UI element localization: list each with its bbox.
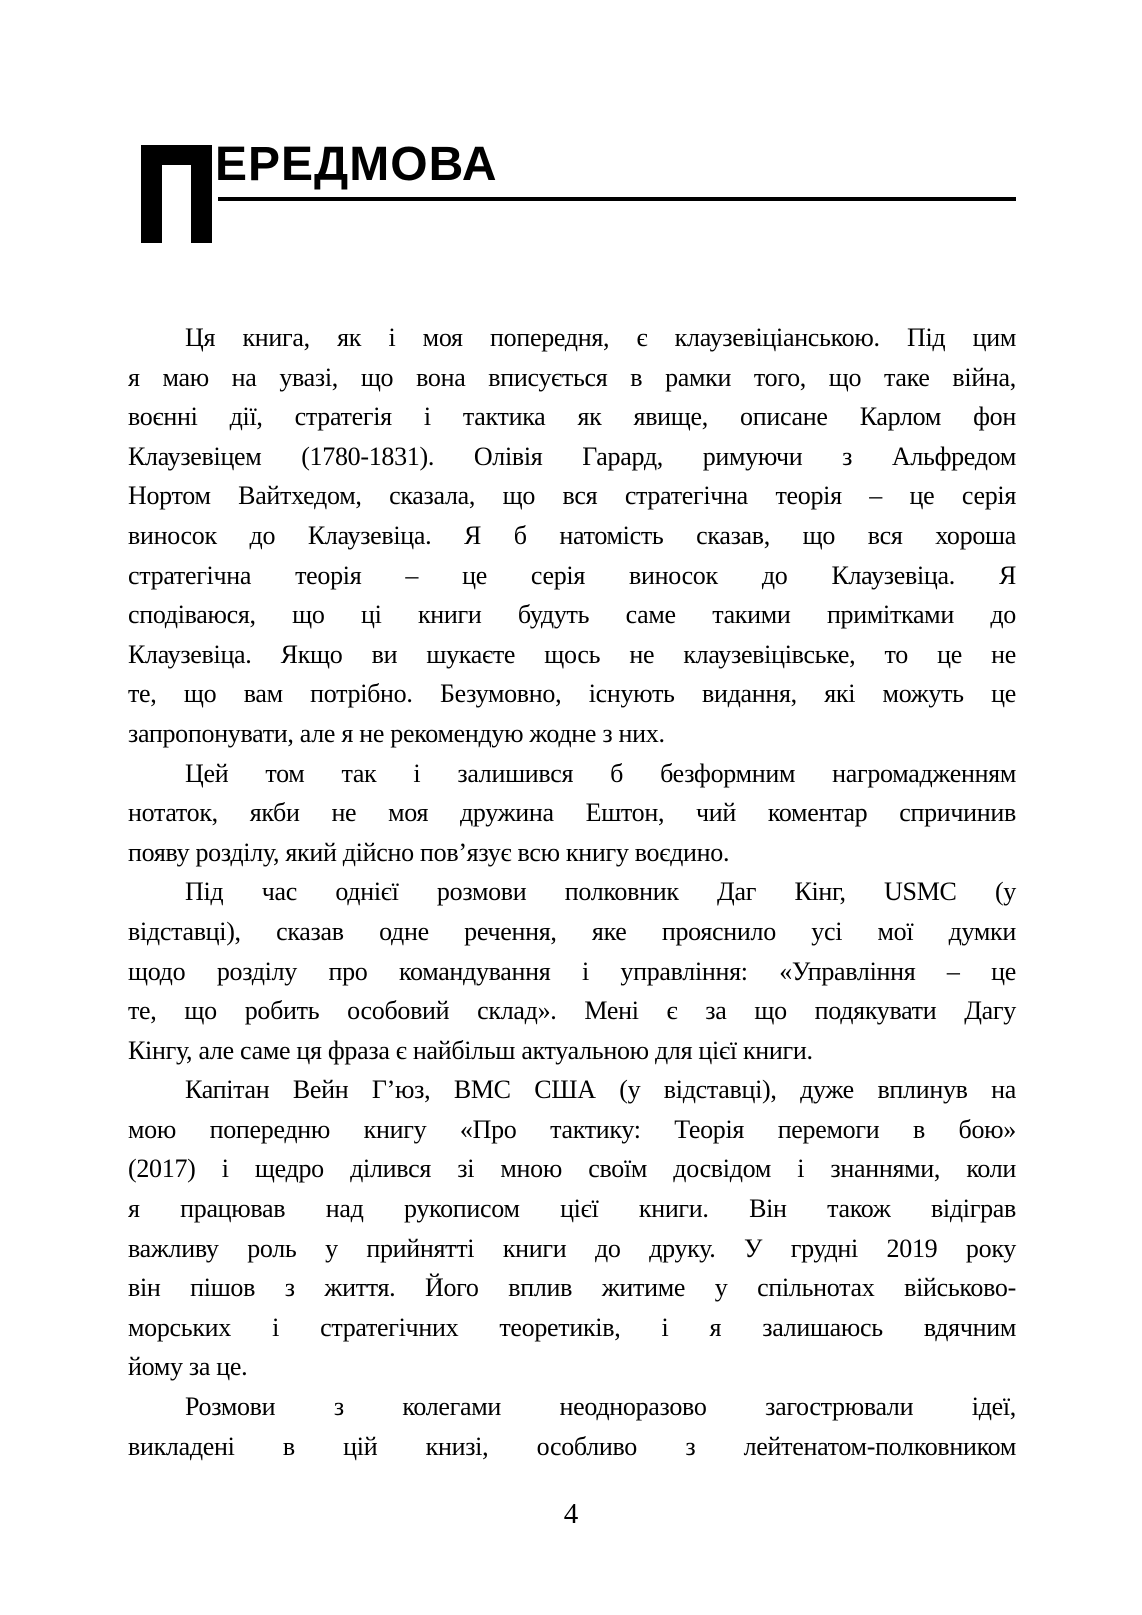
title-underline	[218, 197, 1016, 201]
chapter-heading	[128, 138, 1016, 260]
text-line: воєнні дії, стратегія і тактика як явище, описане Карлом фон	[128, 402, 1016, 432]
text-line: Розмови з колегами неодноразово загострювали ідеї,	[185, 1392, 1016, 1422]
text-line: мою попередню книгу «Про тактику: Теорія перемоги в бою»	[128, 1114, 1016, 1144]
text-line: (2017) і щедро ділився зі мною своїм досвідом і знаннями, коли	[128, 1154, 1016, 1184]
text-line: йому за це.	[128, 1352, 248, 1382]
text-line: виносок до Клаузевіца. Я б натомість сказав, що вся хороша	[128, 520, 1016, 550]
text-line: те, що вам потрібно. Безумовно, існують видання, які можуть це	[128, 679, 1016, 709]
text-line: Ця книга, як і моя попередня, є клаузевіціанською. Під цим	[185, 323, 1016, 352]
text-line: сподіваюся, що ці книги будуть саме такими примітками до	[128, 600, 1016, 630]
text-line: щодо розділу про командування і управління: «Управління – це	[128, 956, 1016, 986]
text-line: викладені в цій книзі, особливо з лейтенатом-полковником	[128, 1431, 1016, 1461]
text-line: Нортом Вайтхедом, сказала, що вся стратегічна теорія – це серія	[128, 481, 1016, 511]
page-number: 4	[563, 1498, 579, 1530]
text-line: появу розділу, який дійсно пов’язує всю книгу воєдино.	[128, 837, 730, 867]
text-line: Цей том так і залишився б безформним нагромадженням	[185, 758, 1016, 788]
paragraph	[128, 872, 1016, 1070]
text-line: запропонувати, але я не рекомендую жодне з них.	[128, 718, 665, 748]
text-line: відставці), сказав одне речення, яке прояснило усі мої думки	[128, 916, 1016, 946]
text-line: Клаузевіцем (1780-1831). Олівія Гарард, римуючи з Альфредом	[128, 441, 1016, 471]
text-line: Під час однієї розмови полковник Даг Кінг, USMC (у	[185, 877, 1016, 907]
paragraph	[128, 1387, 1016, 1466]
preface-body	[128, 318, 1016, 1466]
text-line: важливу роль у прийнятті книги до друку. У грудні 2019 року	[128, 1233, 1016, 1263]
dropcap-letter	[141, 145, 212, 243]
text-line: стратегічна теорія – це серія виносок до Клаузевіца. Я	[128, 560, 1016, 590]
paragraph	[128, 318, 1016, 754]
paragraph	[128, 754, 1016, 873]
text-line: він пішов з життя. Його вплив житиме у спільнотах військово-	[128, 1273, 1016, 1303]
text-line: нотаток, якби не моя дружина Ештон, чий коментар спричинив	[128, 798, 1016, 828]
text-line: Капітан Вейн Г’юз, ВМС США (у відставці), дуже вплинув на	[185, 1075, 1016, 1105]
text-line: те, що робить особовий склад». Мені є за що подякувати Дагу	[128, 996, 1016, 1026]
paragraph	[128, 1070, 1016, 1387]
chapter-title: ЕРЕДМОВА	[215, 138, 498, 191]
text-line: Клаузевіца. Якщо ви шукаєте щось не клаузевіцівське, то це не	[128, 639, 1016, 669]
text-line: Кінгу, але саме ця фраза є найбільш актуальною для цієї книги.	[128, 1035, 813, 1065]
text-line: морських і стратегічних теоретиків, і я залишаюсь вдячним	[128, 1312, 1016, 1342]
text-line: я працював над рукописом цієї книги. Він також відіграв	[128, 1194, 1016, 1224]
text-line: я маю на увазі, що вона вписується в рамки того, що таке війна,	[128, 362, 1016, 392]
